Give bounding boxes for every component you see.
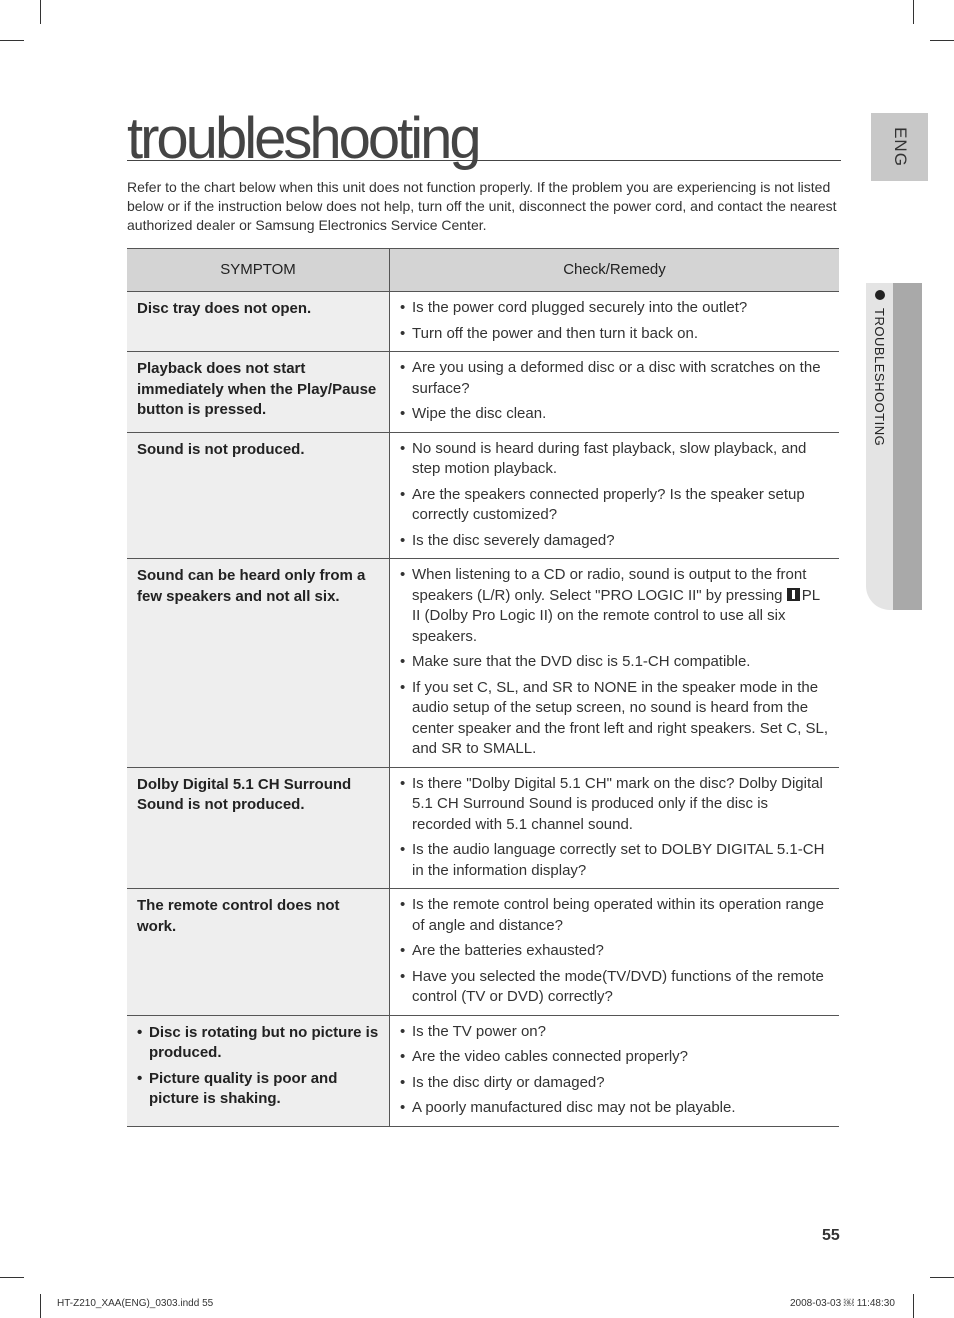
remedy-cell xyxy=(390,767,840,889)
footer-filename: HT-Z210_XAA(ENG)_0303.indd 55 xyxy=(57,1298,214,1309)
table-row xyxy=(127,352,839,433)
remedy-item: • A poorly manufactured disc may not be playable. xyxy=(400,1098,831,1119)
pro-logic-button-icon xyxy=(787,588,800,601)
remedy-cell xyxy=(390,559,840,768)
section-tab-strip xyxy=(893,283,922,610)
table-row xyxy=(127,767,839,889)
remedy-item: • Are the video cables connected properly? xyxy=(400,1047,831,1068)
remedy-item: • Are the speakers connected properly? Is the speaker setup correctly customized? xyxy=(400,485,831,526)
remedy-item: • Are the batteries exhausted? xyxy=(400,941,831,962)
remedy-item xyxy=(400,565,831,647)
header-remedy: Check/Remedy xyxy=(390,249,840,292)
symptom-item: • Disc is rotating but no picture is produced. xyxy=(137,1023,379,1064)
troubleshooting-table xyxy=(127,248,839,1127)
remedy-item: • Is the remote control being operated within its operation range of angle and distance? xyxy=(400,895,831,936)
crop-mark xyxy=(40,0,41,24)
remedy-item: • Is the disc dirty or damaged? xyxy=(400,1073,831,1094)
crop-mark xyxy=(930,1277,954,1278)
remedy-cell xyxy=(390,292,840,352)
header-symptom: SYMPTOM xyxy=(127,249,390,292)
symptom-item: • Picture quality is poor and picture is shaking. xyxy=(137,1069,379,1110)
remedy-item: • Have you selected the mode(TV/DVD) functions of the remote control (TV or DVD) correctly? xyxy=(400,967,831,1008)
remedy-item: • If you set C, SL, and SR to NONE in the speaker mode in the audio setup of the setup screen, no sound is heard from the center speaker and the front left and right speakers. Set C, SL, and SR to SMALL. xyxy=(400,678,831,760)
table-row xyxy=(127,1015,839,1126)
remedy-cell xyxy=(390,889,840,1016)
symptom-cell: Disc tray does not open. xyxy=(127,292,390,352)
symptom-cell: Playback does not start immediately when the Play/Pause button is pressed. xyxy=(127,352,390,433)
remedy-item: • Is the audio language correctly set to DOLBY DIGITAL 5.1-CH in the information display? xyxy=(400,840,831,881)
remedy-text: When listening to a CD or radio, sound is output to the front speakers (L/R) only. Select "PRO LOGIC II" by pressing xyxy=(412,566,807,604)
crop-mark xyxy=(913,1294,914,1318)
remedy-item: • Is there "Dolby Digital 5.1 CH" mark on the disc? Dolby Digital 5.1 CH Surround Sound is produced only if the disc is recorded with 5.1 channel sound. xyxy=(400,774,831,836)
remedy-item: • Is the power cord plugged securely into the outlet? xyxy=(400,298,831,319)
section-label-text: TROUBLESHOOTING xyxy=(872,308,887,447)
footer-timestamp: 2008-03-03 ￼ 11:48:30 xyxy=(790,1298,895,1309)
remedy-item: • Turn off the power and then turn it back on. xyxy=(400,324,831,345)
crop-mark xyxy=(40,1294,41,1318)
intro-text: Refer to the chart below when this unit does not function properly. If the problem you are experiencing is not listed below or if the instruction below does not help, turn off the unit, disconnect the power cord, and contact the nearest authorized dealer or Samsung Electronics Service Center. xyxy=(127,179,837,233)
title-rule xyxy=(127,104,841,171)
remedy-item: • Make sure that the DVD disc is 5.1-CH compatible. xyxy=(400,652,831,673)
symptom-cell: Sound can be heard only from a few speakers and not all six. xyxy=(127,559,390,768)
remedy-item: • Are you using a deformed disc or a disc with scratches on the surface? xyxy=(400,358,831,399)
remedy-cell xyxy=(390,1015,840,1126)
remedy-item: • Is the TV power on? xyxy=(400,1022,831,1043)
page-title: troubleshooting xyxy=(127,106,479,171)
table-row xyxy=(127,889,839,1016)
remedy-text: PL II (Dolby Pro Logic II) on the remote control to use all six speakers. xyxy=(412,586,820,645)
remedy-cell xyxy=(390,432,840,559)
table-header-row xyxy=(127,249,839,292)
remedy-item: • Is the disc severely damaged? xyxy=(400,531,831,552)
remedy-item: • Wipe the disc clean. xyxy=(400,404,831,425)
section-label xyxy=(866,290,893,480)
page-number: 55 xyxy=(822,1227,840,1244)
symptom-cell: Sound is not produced. xyxy=(127,432,390,559)
language-tab xyxy=(871,113,928,181)
symptom-cell: The remote control does not work. xyxy=(127,889,390,1016)
symptom-cell xyxy=(127,1015,390,1126)
remedy-item: • No sound is heard during fast playback, slow playback, and step motion playback. xyxy=(400,439,831,480)
bullet-icon xyxy=(875,290,885,300)
table-row xyxy=(127,292,839,352)
crop-mark xyxy=(913,0,914,24)
remedy-cell xyxy=(390,352,840,433)
table-row xyxy=(127,432,839,559)
crop-mark xyxy=(0,40,24,41)
symptom-cell: Dolby Digital 5.1 CH Surround Sound is not produced. xyxy=(127,767,390,889)
crop-mark xyxy=(0,1277,24,1278)
table-row xyxy=(127,559,839,768)
crop-mark xyxy=(930,40,954,41)
language-label: ENG xyxy=(890,127,910,167)
